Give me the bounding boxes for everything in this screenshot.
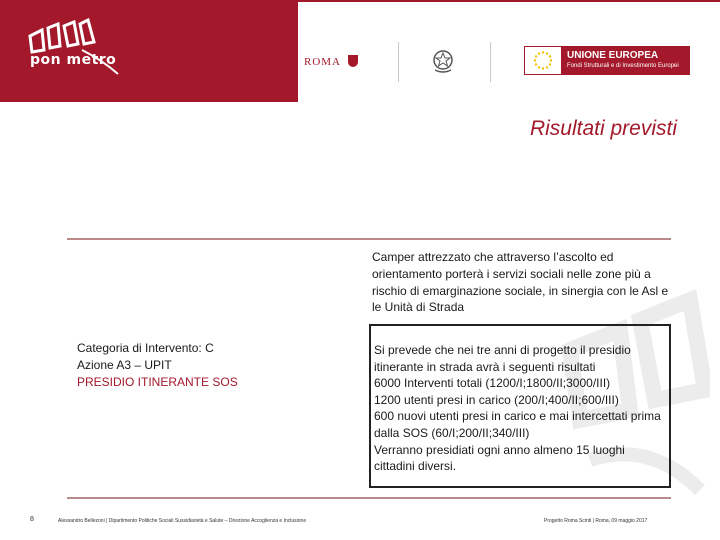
eu-subtitle: Fondi Strutturali e di Investimento Europei: [567, 63, 679, 69]
roma-crest-icon: [348, 55, 358, 67]
result-item: 6000 Interventi totali (1200/I;1800/II;3000/III): [374, 376, 611, 391]
action-line: Azione A3 – UPIT: [77, 358, 172, 372]
intervention-category: [77, 340, 238, 391]
footer-project: Progetto Roma Scinti | Roma, 09 maggio 2017: [544, 518, 648, 524]
eu-flag-icon: [525, 47, 561, 74]
title-divider: [67, 238, 671, 240]
divider: [398, 42, 399, 82]
footer-author: Alessandro Bellezoni | Dipartimento Politiche Sociali Sussidiarietà e Salute – Direzione Accoglienza e Inclusione: [58, 518, 307, 524]
header-bar: [0, 0, 720, 102]
expected-results-box: [369, 324, 671, 488]
results-intro: Si prevede che nei tre anni di progetto il presidio itinerante in strada avrà i seguenti risultati: [374, 343, 631, 374]
footer-divider: [67, 497, 671, 499]
result-item: 600 nuovi utenti presi in carico e mai intercettati prima dalla SOS (60/I;200/II;340/III): [374, 409, 661, 440]
result-item: 1200 utenti presi in carico (200/I;400/II;600/III): [374, 392, 619, 407]
eu-title: UNIONE EUROPEA: [567, 50, 659, 61]
roma-logo-label: ROMA: [304, 56, 342, 68]
category-line: Categoria di Intervento: C: [77, 341, 214, 355]
page-title: Risultati previsti: [529, 117, 677, 140]
result-item: Verranno presidiati ogni anno almeno 15 luoghi cittadini diversi.: [374, 442, 625, 474]
page-number: 8: [30, 516, 34, 523]
project-description: Camper attrezzato che attraverso l’ascolto ed orientamento porterà i servizi sociali nelle zone più a rischio di emarginazione sociale, in sinergia con le Asl e le Unità di Strada: [372, 250, 669, 315]
italian-republic-emblem-icon: [432, 48, 454, 74]
logo-text: pon metro: [30, 52, 117, 68]
project-name: PRESIDIO ITINERANTE SOS: [77, 375, 238, 389]
divider: [490, 42, 491, 82]
pon-metro-logo: [0, 0, 136, 102]
eu-logo: [524, 46, 690, 75]
